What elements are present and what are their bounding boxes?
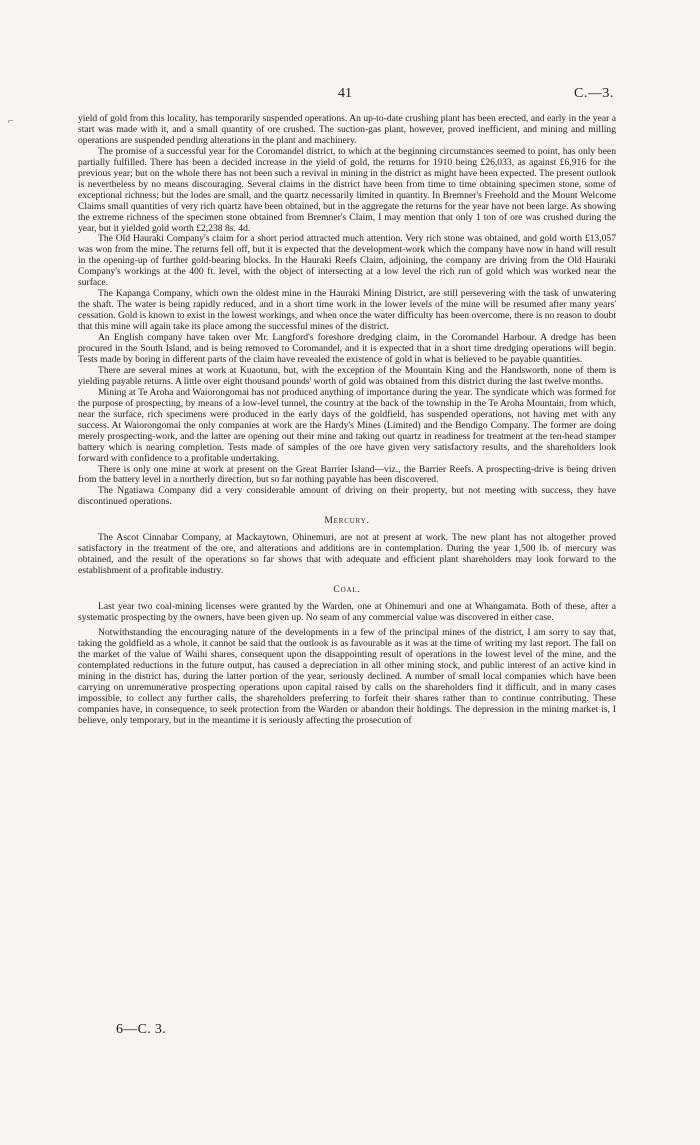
page-number: 41	[338, 86, 352, 101]
paragraph: yield of gold from this locality, has temporarily suspended operations. An up-to-date crushing plant has been erected, and early in the year a start was made with it, and a small quantity of ore crushed. The suction-gas plant, however, proved inefficient, and mining and milling operations are suspended pending alterations in the plant and machinery.	[78, 113, 616, 146]
paragraph: There is only one mine at work at present on the Great Barrier Island—viz., the Barrier Reefs. A prospecting-drive is being driven from the battery level in a northerly direction, but so far nothing payable has been discovered.	[78, 463, 616, 486]
paragraph: The Ascot Cinnabar Company, at Mackaytown, Ohinemuri, are not at present at work. The new plant has not altogether proved satisfactory in the treatment of the ore, and alterations and additions are in contemplation. During the year 1,500 lb. of mercury was obtained, and the result of the operations so far shows that with adequate and efficient plant shareholders may look forward to the establishment of a profitable industry.	[78, 532, 616, 577]
section-heading-mercury: Mercury.	[324, 515, 370, 527]
paragraph: Last year two coal-mining licenses were granted by the Warden, one at Ohinemuri and one at Whangamata. Both of these, after a systematic prospecting by the owners, have been given up. No seam of any commercial value was discovered in either case.	[78, 601, 616, 623]
section-heading-coal: Coal.	[333, 584, 361, 596]
paragraph: Notwithstanding the encouraging nature of the developments in a few of the principal mines of the district, I am sorry to say that, taking the goldfield as a whole, it cannot be said that the outlook is as favourable as it was at the time of writing my last report. The fall on the market of the value of Waihi shares, consequent upon the disappointing result of operations in the lowest level of the mine, and the contemplated reductions in the future output, has caused a depreciation in all other mining stock, and public interest of an active kind in mining in the district has, during the latter portion of the year, seriously declined. A number of small local companies which have been carrying on unremunerative prospecting operations upon capital raised by calls on the shareholders find it difficult, and in many cases impossible, to collect any further calls, the shareholders preferring to forfeit their shares rather than to continue contributing. These companies have, in consequence, to seek protection from the Warden or abandon their holdings. The depression in the mining market is, I believe, only temporary, but in the meantime it is seriously affecting the prosecution of	[78, 626, 616, 726]
paragraph: An English company have taken over Mr. Langford's foreshore dredging claim, in the Coromandel Harbour. A dredge has been procured in the South Island, and is being removed to Coromandel, and it is expected that in a short time dredging operations will begin. Tests made by boring in different parts of the claim have revealed the existence of gold in what is believed to be payable quantities.	[78, 332, 616, 365]
body-text	[78, 114, 616, 727]
page-reference: C.—3.	[574, 86, 614, 101]
paragraph: The Ngatiawa Company did a very considerable amount of driving on their property, but not meeting with success, they have discontinued operations.	[78, 485, 616, 508]
paragraph: There are several mines at work at Kuaotunu, but, with the exception of the Mountain King and the Handsworth, none of them is yielding payable returns. A little over eight thousand pounds' worth of gold was obtained from this district during the last twelve months.	[78, 364, 616, 387]
paragraph: The promise of a successful year for the Coromandel district, to which at the beginning circumstances seemed to point, has only been partially fulfilled. There has been a decided increase in the yield of gold, the returns for 1910 being £26,033, as against £6,916 for the previous year; but on the whole there has not been such a revival in mining in the district as might have been expected. The present outlook is nevertheless by no means discouraging. Several claims in the district have been from time to time obtaining specimen stone, some of exceptional richness; but the lodes are small, and the quartz necessarily limited in quantity. In Bremner's Freehold and the Mount Welcome Claims small quantities of very rich quartz have been obtained, but in the aggregate the returns for the year have not been large. As showing the extreme richness of the specimen stone obtained from Bremner's Claim, I may mention that only 1 ton of ore was crushed during the year, but it yielded gold worth £2,238 8s. 4d.	[78, 145, 616, 234]
paragraph: Mining at Te Aroha and Waiorongomai has not produced anything of importance during the year. The syndicate which was formed for the purpose of prospecting, by means of a low-level tunnel, the country at the back of the township in the Te Aroha Mountain, from which, near the surface, rich specimens were produced in the early days of the goldfield, has suspended operations, not having met with any success. At Waiorongomai the only companies at work are the Hardy's Mines (Limited) and the Bendigo Company. The former are doing merely prospecting-work, and the latter are opening out their mine and taking out quartz in readiness for treatment at the ten-head stamper battery which is nearing completion. Tests made of samples of the ore have given very satisfactory results, and the shareholders look forward with confidence to a profitable undertaking.	[78, 386, 616, 464]
page-signature: 6—C. 3.	[116, 1022, 166, 1037]
paragraph: The Kapanga Company, which own the oldest mine in the Hauraki Mining District, are still persevering with the task of unwatering the shaft. The water is being rapidly reduced, and in a short time work in the lower levels of the mine will be resumed after many years' cessation. Gold is known to exist in the lowest workings, and when once the water difficulty has been overcome, there is no reason to doubt that this mine will again take its place among the successful mines of the district.	[78, 288, 616, 333]
paragraph: The Old Hauraki Company's claim for a short period attracted much attention. Very rich stone was obtained, and gold worth £13,057 was won from the mine. The returns fell off, but it is expected that the development-work which the company have now in hand will result in the opening-up of further gold-bearing blocks. In the Hauraki Reefs Claim, adjoining, the company are driving from the Old Hauraki Company's workings at the 400 ft. level, with the object of intersecting at a low level the rich run of gold which was worked near the surface.	[78, 233, 616, 289]
margin-mark: ⌐	[8, 116, 14, 127]
